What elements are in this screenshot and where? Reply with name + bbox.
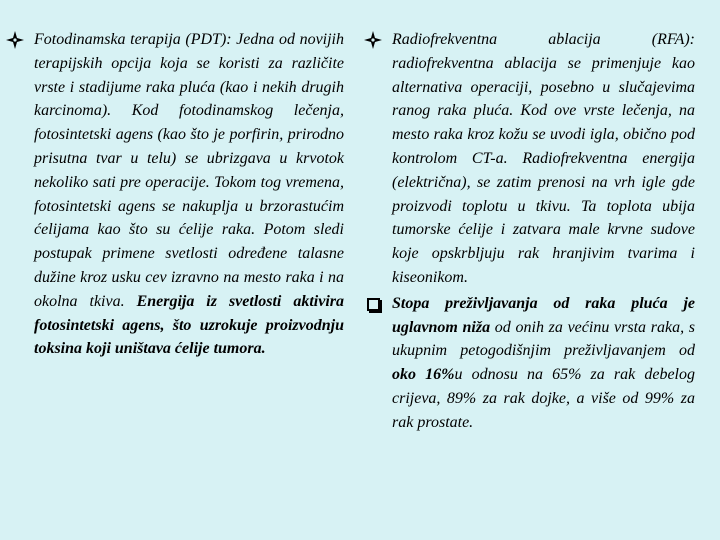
left-column: [4, 28, 344, 361]
right-column: [362, 28, 695, 435]
square-bullet-icon: [362, 292, 384, 316]
pdt-bold-text: Energija iz svetlosti aktivira fotosintetski agens, što uzrokuje proizvodnju toksina koji uništava ćelije tumora.: [34, 292, 345, 358]
rfa-list-item: [362, 28, 695, 290]
survival-text-b: u odnosu na 65% za rak debelog crijeva, 89% za rak dojke, a više od 99% za rak prostate.: [392, 366, 696, 431]
survival-list-item: [362, 292, 695, 435]
pdt-list-item: [4, 28, 344, 361]
rfa-text: Radiofrekventna ablacija (RFA): radiofrekventna ablacija se primenjuje kao alternativa operaciji, posebno u slučajevima ranog raka pluća. Kod ove vrste lečenja, na mesto raka kroz kožu se uvodi igla, obično pod kontrolom CT-a. Radiofrekventna energija (električna), se zatim prenosi na vrh igle gde proizvodi toplotu u tkivu. Ta toplota ubija tumorske ćelije i zatvara male krvne sudove koje opskrbljuju rak hranjivim tvarima i kiseonikom.: [392, 31, 695, 286]
survival-text-a: od onih za većinu vrsta raka, s ukupnim petogodišnjim preživljavanjem od: [392, 318, 696, 360]
diamond-star-icon: [362, 28, 384, 52]
diamond-star-icon: [4, 28, 26, 52]
pdt-text: Fotodinamska terapija (PDT): Jedna od novijih terapijskih opcija koja se koristi za različite vrste i stadijume raka pluća (kao i nekih drugih karcinoma). Kod fotodinamskog lečenja, fotosintetski agens (kao što je porfirin, prirodno prisutna tvar u telu) se ubrizgava u krvotok nekoliko sati pre operacije. Tokom tog vremena, fotosintetski agens se nakuplja u brzorastućim ćelijama kao što su ćelije raka. Potom sledi postupak primene svetlosti određene talasne dužine kroz usku cev izravno na mesto raka i na okolna tkiva.: [34, 31, 344, 310]
survival-bold-a: Stopa preživljavanja od raka pluća je uglavnom niža: [392, 294, 695, 336]
survival-bold-b: oko 16%: [392, 366, 455, 384]
